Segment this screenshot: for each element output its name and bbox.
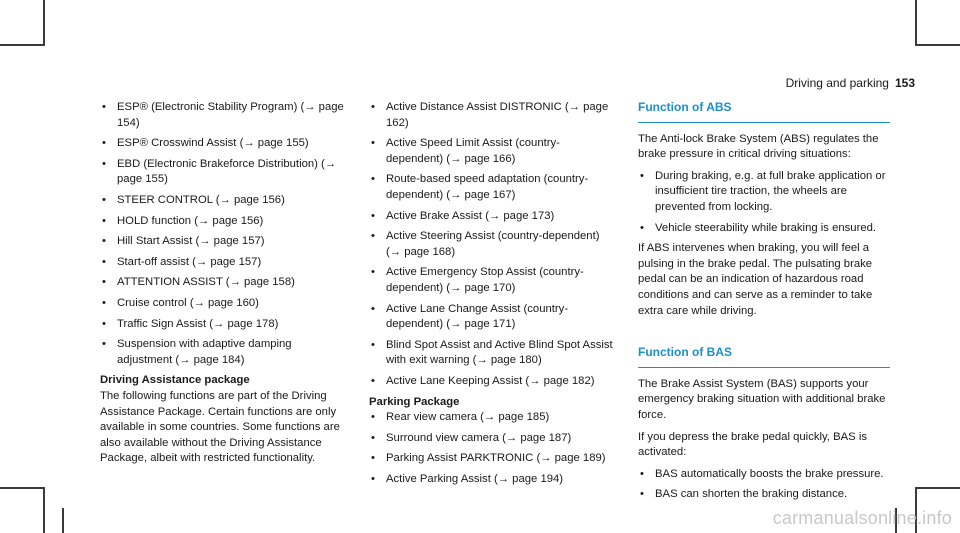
column-left xyxy=(100,100,345,473)
column-middle xyxy=(369,100,614,492)
list-item: • Route-based speed adaptation (country-dependent) (→ page 167) xyxy=(371,173,589,201)
bullet-icon: • xyxy=(371,266,375,279)
parking-heading: Parking Package xyxy=(369,395,460,408)
bullet-icon: • xyxy=(102,296,106,309)
list-item: • Traffic Sign Assist (→ page 178) xyxy=(100,317,345,333)
abs-text: If ABS intervenes when braking, you will feel a pulsing in the brake pedal. The pulsating brake pedal can be an indication of hazardous road conditions and can serve as a reminder to take extra care while driving. xyxy=(638,242,873,317)
list-item: • Active Speed Limit Assist (country-dependent) (→ page 166) xyxy=(371,137,560,165)
crop-mark xyxy=(915,487,960,489)
header-section: Driving and parking xyxy=(785,76,889,90)
list-item: • HOLD function (→ page 156) xyxy=(100,214,345,230)
bullet-icon: • xyxy=(371,230,375,243)
crop-mark xyxy=(915,0,917,46)
abs-intro: The Anti-lock Brake System (ABS) regulates the brake pressure in critical driving situations: xyxy=(638,132,879,161)
bas-section-title: Function of BAS xyxy=(638,345,890,368)
bullet-icon: • xyxy=(102,101,106,113)
list-item: • EBD (Electronic Brakeforce Distribution) (→ page 155) xyxy=(102,157,337,186)
package-heading: Driving Assistance package xyxy=(100,374,250,387)
bullet-icon: • xyxy=(371,374,375,387)
list-item: • Cruise control (→ page 160) xyxy=(100,296,345,312)
list-item: • STEER CONTROL (→ page 156) xyxy=(100,193,345,209)
list-item: • ESP® Crosswind Assist (→ page 155) xyxy=(100,136,345,152)
watermark: carmanualsonline.info xyxy=(772,508,952,528)
crop-mark xyxy=(43,0,45,46)
list-item: • BAS automatically boosts the brake pressure. xyxy=(638,467,890,483)
list-item: • Active Lane Change Assist (country-dependent) (→ page 171) xyxy=(371,302,569,331)
list-item: • Start-off assist (→ page 157) xyxy=(100,255,345,271)
parking-list xyxy=(369,410,614,487)
bullet-icon: • xyxy=(102,157,106,170)
bullet-icon: • xyxy=(371,338,375,351)
crop-mark xyxy=(915,44,960,46)
bullet-icon: • xyxy=(640,488,644,501)
list-item: • Vehicle steerability while braking is ensured. xyxy=(638,221,890,237)
crop-mark xyxy=(62,508,64,533)
bullet-icon: • xyxy=(102,317,106,330)
assist-list xyxy=(369,100,614,390)
abs-section-title: Function of ABS xyxy=(638,100,890,123)
bas-intro: The Brake Assist System (BAS) supports your emergency braking situation with additional brake force. xyxy=(638,377,886,421)
list-item: • Rear view camera (→ page 185) xyxy=(369,410,614,426)
function-list xyxy=(100,100,345,368)
bullet-icon: • xyxy=(640,169,644,182)
bullet-icon: • xyxy=(640,221,644,234)
list-item: • Active Parking Assist (→ page 194) xyxy=(369,472,614,488)
bullet-icon: • xyxy=(371,101,375,113)
crop-mark xyxy=(0,487,45,489)
bullet-icon: • xyxy=(371,173,375,186)
bullet-icon: • xyxy=(102,214,106,227)
list-item: • BAS can shorten the braking distance. xyxy=(638,487,890,503)
list-item: • Active Distance Assist DISTRONIC (→ page 162) xyxy=(371,101,609,129)
page-number: 153 xyxy=(894,76,915,90)
list-item: • ESP® (Electronic Stability Program) (→ page 154) xyxy=(102,101,344,129)
package-text: The following functions are part of the Driving Assistance Package. Certain functions are only available in some countries. Some functions are also available without the Driving Assistance Package, albeit with restricted functionality. xyxy=(100,389,340,465)
abs-list xyxy=(638,169,890,236)
list-item: • Active Emergency Stop Assist (country-dependent) (→ page 170) xyxy=(371,266,584,294)
bullet-icon: • xyxy=(102,338,106,351)
bullet-icon: • xyxy=(371,411,375,424)
bas-list xyxy=(638,467,890,503)
bullet-icon: • xyxy=(371,209,375,222)
list-item: • ATTENTION ASSIST (→ page 158) xyxy=(100,275,345,291)
crop-mark xyxy=(43,487,45,533)
column-right xyxy=(638,100,890,508)
bullet-icon: • xyxy=(371,472,375,485)
list-item: • Blind Spot Assist and Active Blind Spot Assist with exit warning (→ page 180) xyxy=(371,338,613,367)
list-item: • During braking, e.g. at full brake application or insufficient tire traction, the wheels are prevented from locking. xyxy=(640,169,886,213)
bullet-icon: • xyxy=(371,452,375,465)
bullet-icon: • xyxy=(102,255,106,268)
list-item: • Active Lane Keeping Assist (→ page 182) xyxy=(369,374,614,390)
running-header xyxy=(786,76,915,90)
bullet-icon: • xyxy=(102,193,106,206)
bullet-icon: • xyxy=(640,467,644,480)
list-item: • Active Brake Assist (→ page 173) xyxy=(369,209,614,225)
bas-text: If you depress the brake pedal quickly, BAS is activated: xyxy=(638,430,867,459)
list-item: • Suspension with adaptive damping adjustment (→ page 184) xyxy=(102,338,292,366)
bullet-icon: • xyxy=(102,235,106,248)
bullet-icon: • xyxy=(371,137,375,150)
list-item: • Hill Start Assist (→ page 157) xyxy=(100,234,345,250)
bullet-icon: • xyxy=(102,137,106,150)
bullet-icon: • xyxy=(371,431,375,444)
bullet-icon: • xyxy=(102,276,106,289)
crop-mark xyxy=(0,44,45,46)
list-item: • Active Steering Assist (country-dependent) (→ page 168) xyxy=(371,230,600,258)
bullet-icon: • xyxy=(371,302,375,315)
list-item: • Surround view camera (→ page 187) xyxy=(369,431,614,447)
list-item: • Parking Assist PARKTRONIC (→ page 189) xyxy=(369,451,614,467)
